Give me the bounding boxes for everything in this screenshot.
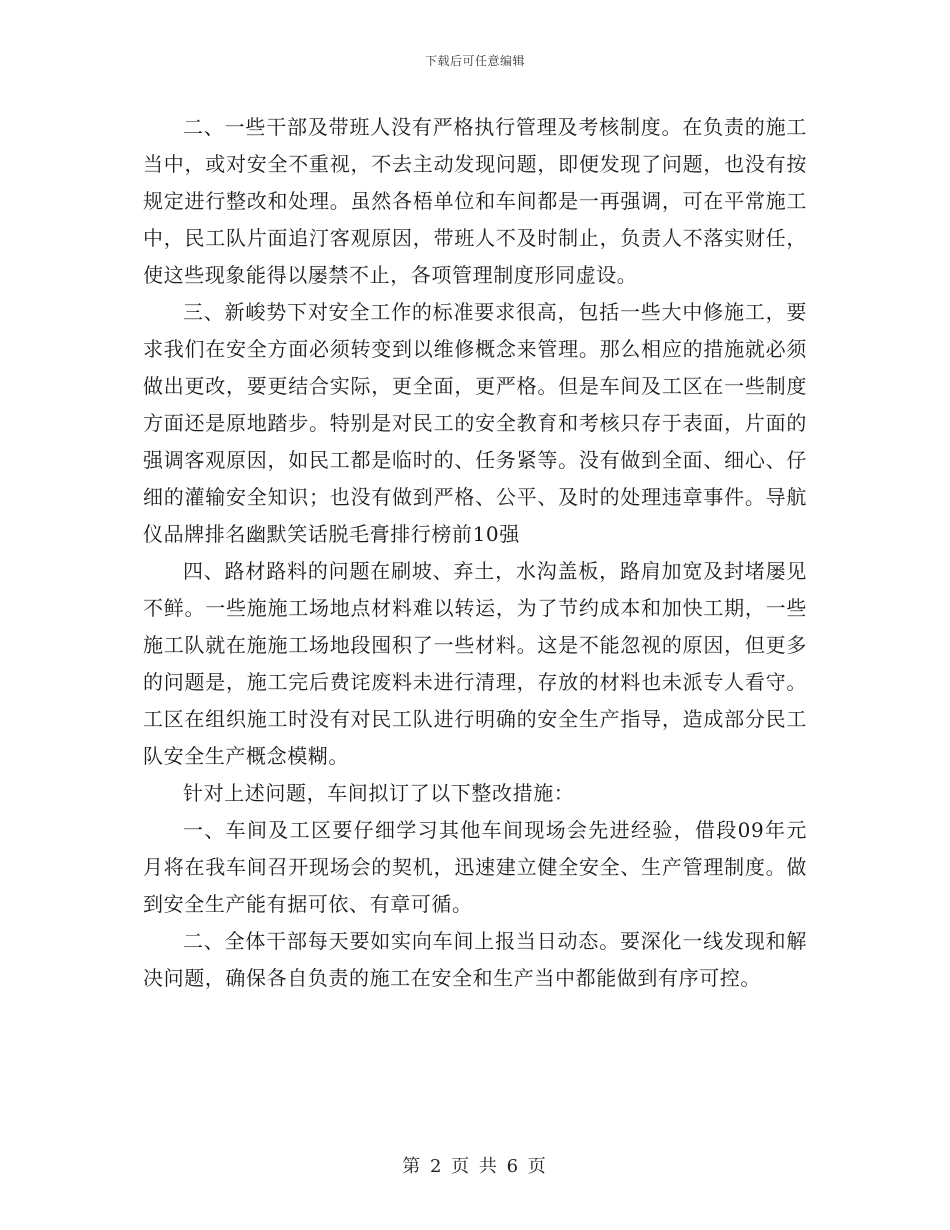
page-number: 第 2 页 共 6 页 (402, 1156, 548, 1177)
paragraph-item-3: 三、新峻势下对安全工作的标准要求很高，包括一些大中修施工，要求我们在安全方面必须转变到以维修概念来管理。那么相应的措施就必须做出更改，要更结合实际，更全面，更严格。但是车间及工区在一些制度方面还是原地踏步。特别是对民工的安全教育和考核只存于表面，片面的强调客观原因，如民工都是临时的、任务紧等。没有做到全面、细心、仔细的灌输安全知识；也没有做到严格、公平、及时的处理违章事件。导航仪品牌排名幽默笑话脱毛膏排行榜前10强 (143, 300, 807, 546)
document-body (143, 109, 807, 997)
paragraph-item-4: 四、路材路料的问题在刷坡、弃土，水沟盖板，路肩加宽及封堵屡见不鲜。一些施施工场地点材料难以转运，为了节约成本和加快工期，一些施工队就在施施工场地段囤积了一些材料。这是不能忽视的原因，但更多的问题是，施工完后费诧废料未进行清理，存放的材料也未派专人看守。工区在组织施工时没有对民工队进行明确的安全生产指导，造成部分民工队安全生产概念模糊。 (143, 559, 807, 768)
paragraph-measures-intro: 针对上述问题，车间拟订了以下整改措施： (183, 781, 575, 805)
paragraph-measure-2: 二、全体干部每天要如实向车间上报当日动态。要深化一线发现和解决问题，确保各自负责的施工在安全和生产当中都能做到有序可控。 (143, 929, 807, 990)
paragraph-measure-1: 一、车间及工区要仔细学习其他车间现场会先进经验，借段09年元月将在我车间召开现场会的契机，迅速建立健全安全、生产管理制度。做到安全生产能有据可依、有章可循。 (143, 818, 807, 916)
paragraph-item-2: 二、一些干部及带班人没有严格执行管理及考核制度。在负责的施工当中，或对安全不重视，不去主动发现问题，即便发现了问题，也没有按规定进行整改和处理。虽然各梧单位和车间都是一再强调，可在平常施工中，民工队片面追汀客观原因，带班人不及时制止，负责人不落实财任，使这些现象能得以屡禁不止，各项管理制度形同虚设。 (143, 115, 807, 287)
page-header: 下载后可任意编辑 (424, 54, 525, 68)
